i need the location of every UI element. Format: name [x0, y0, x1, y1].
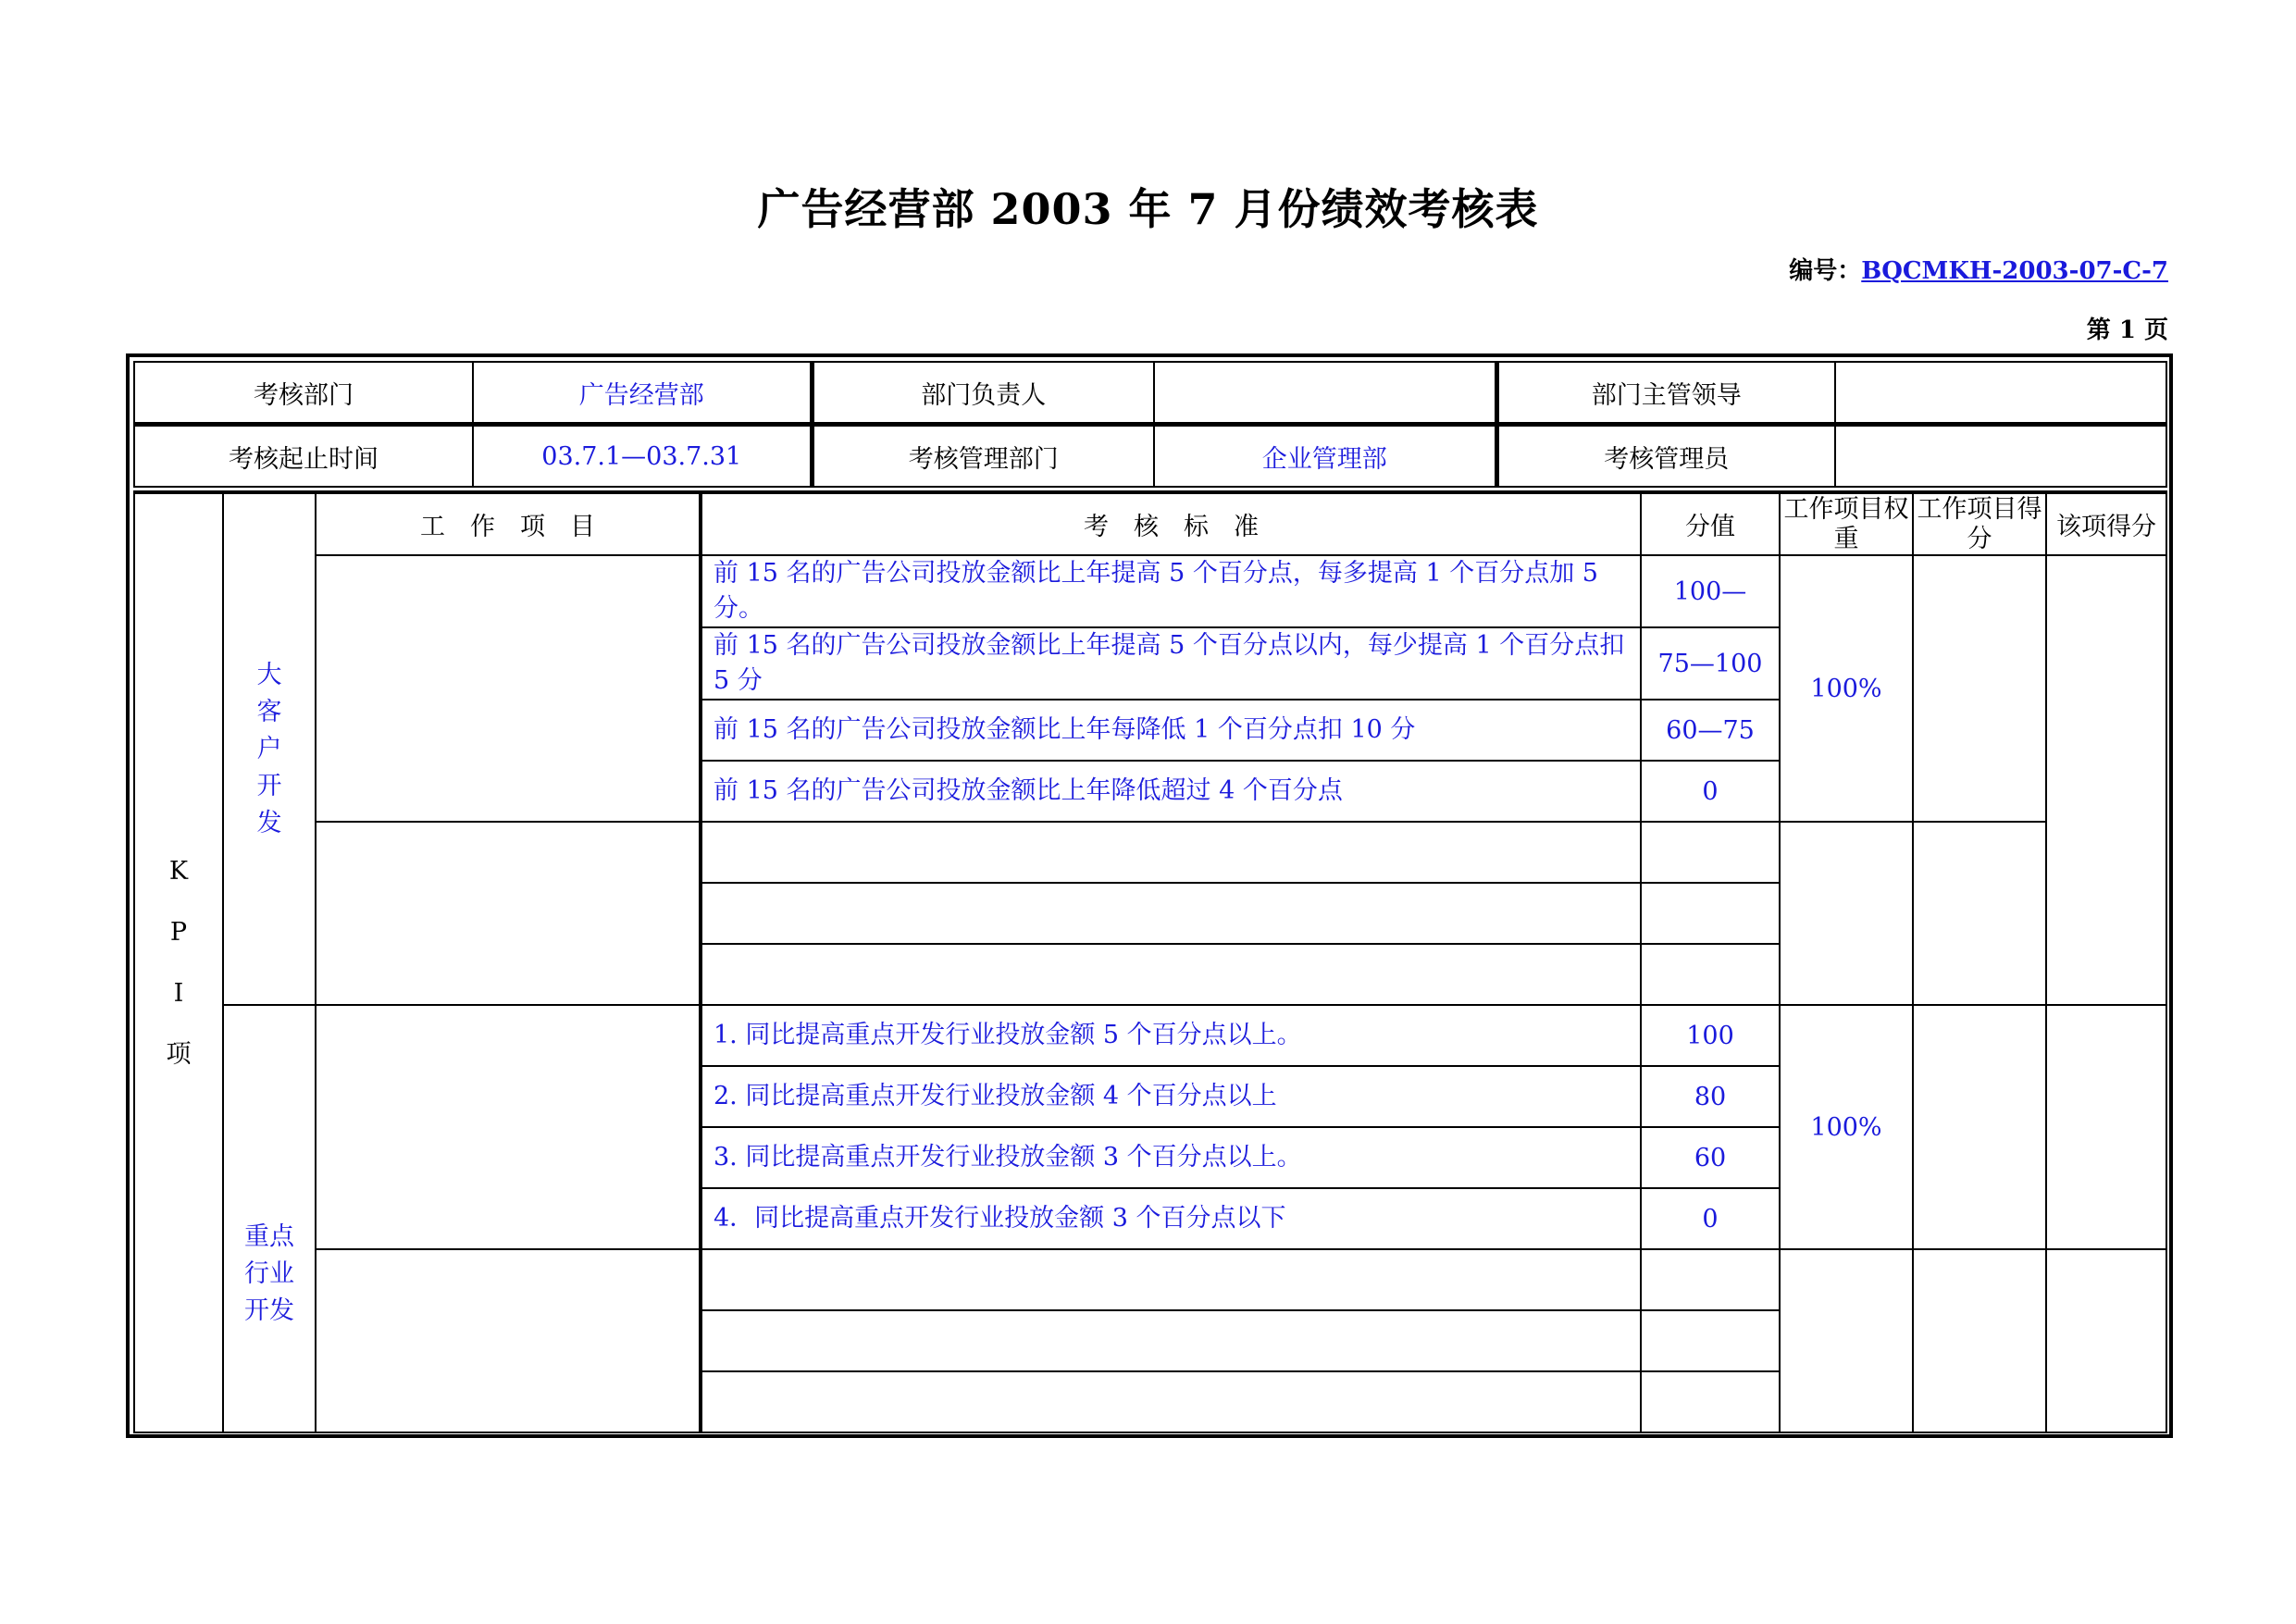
col-header-total: 该项得分: [2046, 492, 2166, 555]
weight-cell[interactable]: [1780, 822, 1913, 1005]
kpi-char-k: K: [168, 856, 189, 886]
weight-cell[interactable]: 100%: [1780, 555, 1913, 822]
score-cell: 0: [1641, 761, 1780, 822]
period-value[interactable]: 03.7.1—03.7.31: [473, 425, 812, 488]
item-score-cell[interactable]: [1913, 1005, 2046, 1249]
mgmt-dept-value[interactable]: 企业管理部: [1154, 425, 1496, 488]
standard-cell: 1. 同比提高重点开发行业投放金额 5 个百分点以上。: [701, 1005, 1641, 1066]
section2-line: 开发: [244, 1296, 294, 1325]
score-cell: 75—100: [1641, 627, 1780, 700]
score-cell: 80: [1641, 1066, 1780, 1127]
total-score-cell[interactable]: [2046, 1249, 2166, 1432]
work-item-cell[interactable]: [316, 555, 701, 822]
score-cell: 100—: [1641, 555, 1780, 627]
standard-cell[interactable]: [701, 1310, 1641, 1371]
work-item-cell[interactable]: [316, 1249, 701, 1432]
score-cell[interactable]: [1641, 944, 1780, 1005]
section1-char: 客: [256, 697, 282, 726]
weight-cell[interactable]: [1780, 1249, 1913, 1432]
leader-value[interactable]: [1835, 362, 2166, 425]
score-cell: 100: [1641, 1005, 1780, 1066]
period-label: 考核起止时间: [134, 425, 473, 488]
document-number-value[interactable]: BQCMKH-2003-07-C-7: [1861, 257, 2168, 285]
mgmt-dept-label: 考核管理部门: [812, 425, 1154, 488]
score-cell: 60—75: [1641, 700, 1780, 761]
section-large-client-dev: [223, 492, 316, 1005]
standard-cell[interactable]: [701, 1371, 1641, 1432]
work-item-cell[interactable]: [316, 1005, 701, 1249]
section-key-industry-dev: [223, 1005, 316, 1432]
standard-cell: 前 15 名的广告公司投放金额比上年降低超过 4 个百分点: [701, 761, 1641, 822]
col-header-standard: 考 核 标 准: [701, 492, 1641, 555]
col-header-score: 分值: [1641, 492, 1780, 555]
standard-cell: 4．同比提高重点开发行业投放金额 3 个百分点以下: [701, 1188, 1641, 1249]
standard-cell: 3. 同比提高重点开发行业投放金额 3 个百分点以上。: [701, 1127, 1641, 1188]
standard-cell[interactable]: [701, 944, 1641, 1005]
col-header-work-item: 工 作 项 目: [316, 492, 701, 555]
page-title: 广告经营部 2003 年 7 月份绩效考核表: [757, 184, 1539, 234]
col-header-weight: 工作项目权重: [1780, 492, 1913, 555]
document-number-label: 编号：: [1789, 257, 1862, 285]
page-number: 第 1 页: [2086, 316, 2168, 344]
item-score-cell[interactable]: [1913, 555, 2046, 822]
dept-label: 考核部门: [134, 362, 473, 425]
dept-head-label: 部门负责人: [812, 362, 1154, 425]
kpi-char-p: P: [169, 917, 188, 947]
kpi-table: [133, 490, 2167, 1433]
section2-line: 行业: [244, 1259, 294, 1288]
header-info-table: [133, 361, 2167, 488]
score-cell: 0: [1641, 1188, 1780, 1249]
score-cell[interactable]: [1641, 1249, 1780, 1310]
score-cell: 60: [1641, 1127, 1780, 1188]
standard-cell: 2. 同比提高重点开发行业投放金额 4 个百分点以上: [701, 1066, 1641, 1127]
section2-line: 重点: [244, 1222, 294, 1251]
score-cell[interactable]: [1641, 1310, 1780, 1371]
score-cell[interactable]: [1641, 822, 1780, 883]
admin-label: 考核管理员: [1496, 425, 1835, 488]
dept-head-value[interactable]: [1154, 362, 1496, 425]
standard-cell: 前 15 名的广告公司投放金额比上年提高 5 个百分点，每多提高 1 个百分点加 5 分。: [701, 555, 1641, 627]
section1-char: 开: [256, 771, 282, 800]
kpi-char-i: I: [173, 978, 184, 1008]
admin-value[interactable]: [1835, 425, 2166, 488]
kpi-category: [134, 492, 223, 1432]
col-header-item-score: 工作项目得分: [1913, 492, 2046, 555]
section1-char: 户: [256, 734, 282, 763]
standard-cell[interactable]: [701, 1249, 1641, 1310]
section1-char: 大: [256, 660, 282, 689]
item-score-cell[interactable]: [1913, 1249, 2046, 1432]
score-cell[interactable]: [1641, 883, 1780, 944]
standard-cell: 前 15 名的广告公司投放金额比上年每降低 1 个百分点扣 10 分: [701, 700, 1641, 761]
weight-cell[interactable]: 100%: [1780, 1005, 1913, 1249]
dept-value[interactable]: 广告经营部: [473, 362, 812, 425]
standard-cell[interactable]: [701, 883, 1641, 944]
standard-cell: 前 15 名的广告公司投放金额比上年提高 5 个百分点以内，每少提高 1 个百分点扣 5 分: [701, 627, 1641, 700]
section1-char: 发: [256, 808, 282, 837]
total-score-cell[interactable]: [2046, 555, 2166, 1005]
item-score-cell[interactable]: [1913, 822, 2046, 1005]
document-number: [1789, 252, 2168, 286]
kpi-char-item: 项: [166, 1039, 192, 1069]
leader-label: 部门主管领导: [1496, 362, 1835, 425]
total-score-cell[interactable]: [2046, 1005, 2166, 1249]
standard-cell[interactable]: [701, 822, 1641, 883]
score-cell[interactable]: [1641, 1371, 1780, 1432]
work-item-cell[interactable]: [316, 822, 701, 1005]
